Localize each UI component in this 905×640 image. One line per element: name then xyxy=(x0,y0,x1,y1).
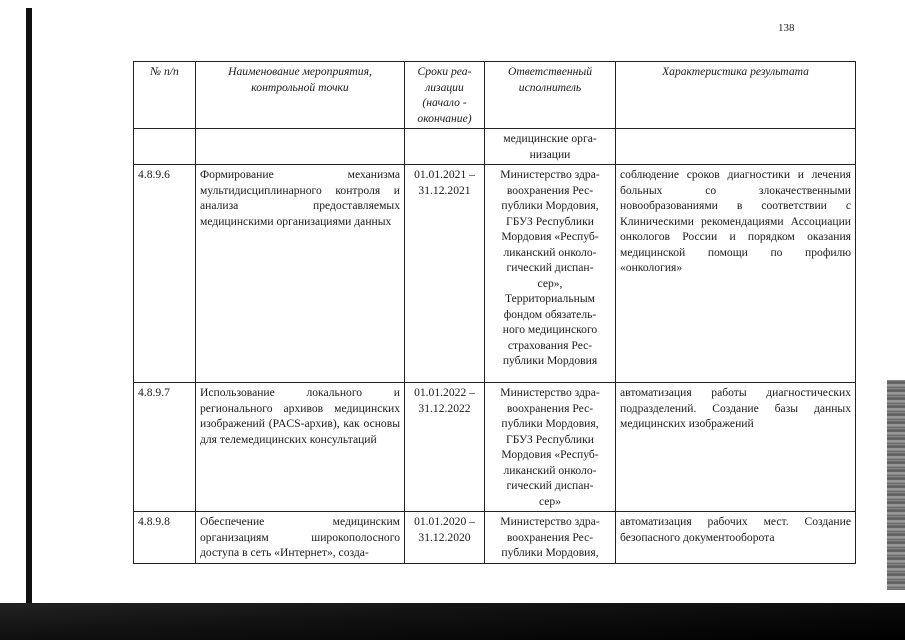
cell-dates: 01.01.2021 – 31.12.2021 xyxy=(405,165,485,383)
cell-num: 4.8.9.6 xyxy=(134,165,196,383)
cell-name: Формирование механизма мультидисциплинарного контроля и анализа предоставляемых медицинскими организациями данных xyxy=(196,165,405,383)
scan-bottom-edge-shadow xyxy=(0,603,905,640)
header-dates: Сроки реа- лизации (начало - окончание) xyxy=(405,62,485,129)
header-responsible: Ответственный исполнитель xyxy=(485,62,616,129)
cell-responsible: Министерство здра- воохранения Рес- публики Мордовия, ГБУЗ Республики Мордовия «Респуб- ликанский онколо- гический диспан- сер» xyxy=(485,383,616,512)
measures-table xyxy=(133,61,856,564)
cell-dates: 01.01.2022 – 31.12.2022 xyxy=(405,383,485,512)
cell-responsible: медицинские орга- низации xyxy=(485,129,616,165)
cell-dates: 01.01.2020 – 31.12.2020 xyxy=(405,512,485,564)
cell-num xyxy=(134,129,196,165)
header-result: Характеристика результата xyxy=(616,62,856,129)
cell-name: Обеспечение медицинским организациям широкополосного доступа в сеть «Интернет», созда- xyxy=(196,512,405,564)
cell-result: соблюдение сроков диагностики и лечения больных со злокачественными новообразованиями в соответствии с Клиническими рекомендациями Ассоциации онкологов России и порядком оказания медицинской помощи по профилю «онкология» xyxy=(616,165,856,383)
cell-responsible: Министерство здра- воохранения Рес- публики Мордовия, xyxy=(485,512,616,564)
table-row xyxy=(134,165,856,383)
cell-responsible: Министерство здра- воохранения Рес- публики Мордовия, ГБУЗ Республики Мордовия «Респуб- ликанский онколо- гический диспан- сер», Территориальным фондом обязатель- ного медицинского страхования Рес- публики Мордовия xyxy=(485,165,616,383)
page-number: 138 xyxy=(778,22,795,34)
cell-result xyxy=(616,129,856,165)
scan-right-edge-noise xyxy=(887,380,905,590)
table-row-continuation xyxy=(134,129,856,165)
header-name: Наименование мероприятия, контрольной точки xyxy=(196,62,405,129)
cell-result: автоматизация работы диагностических подразделений. Создание базы данных медицинских изображений xyxy=(616,383,856,512)
header-num: № п/п xyxy=(134,62,196,129)
cell-dates xyxy=(405,129,485,165)
cell-result: автоматизация рабочих мест. Создание безопасного документооборота xyxy=(616,512,856,564)
table-row xyxy=(134,512,856,564)
table-row xyxy=(134,383,856,512)
cell-name: Использование локального и регионального архивов медицинских изображений (PACS-архив), как основы для телемедицинских консультаций xyxy=(196,383,405,512)
cell-name xyxy=(196,129,405,165)
scan-left-edge-shadow xyxy=(26,8,32,608)
cell-num: 4.8.9.8 xyxy=(134,512,196,564)
table-header-row xyxy=(134,62,856,129)
cell-num: 4.8.9.7 xyxy=(134,383,196,512)
